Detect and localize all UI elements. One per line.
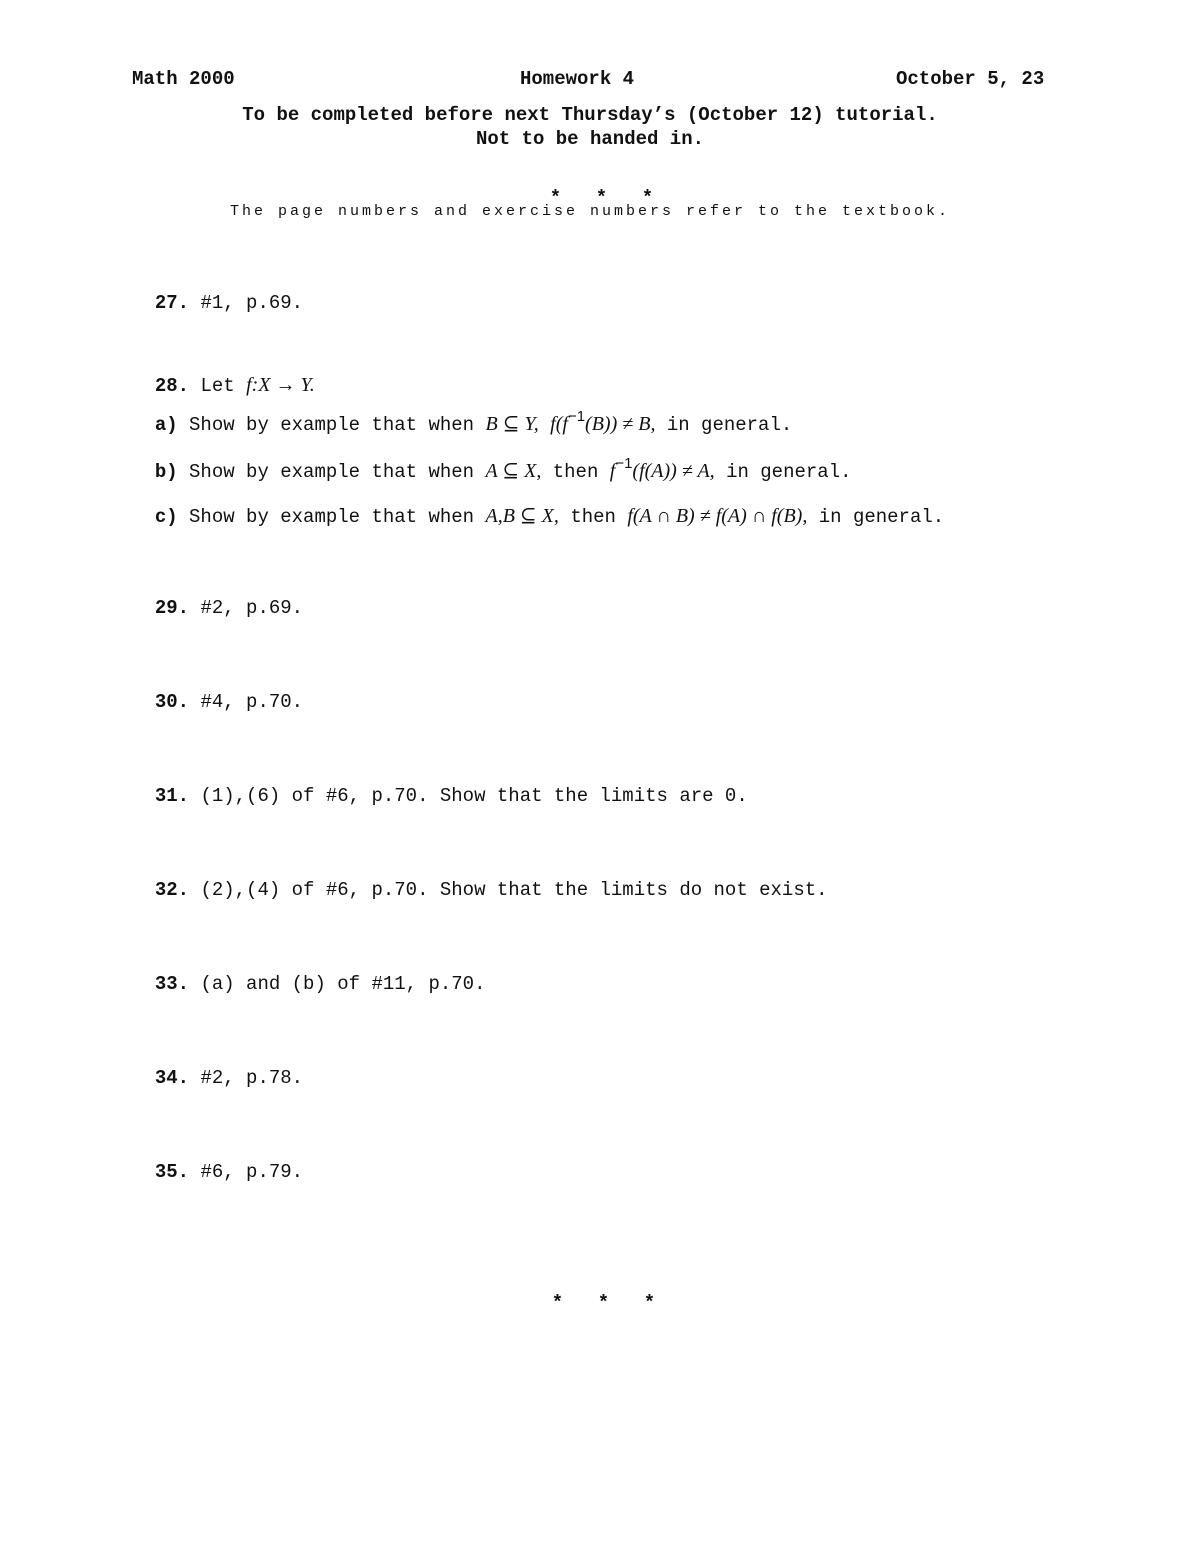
problem-28-part-c [132,481,944,528]
star: * [595,187,608,209]
inverse-superscript: −1 [567,408,586,425]
problem-text: #6, p.79. [200,1161,304,1183]
then-word: then [552,461,599,483]
problem-text: Let [200,375,235,397]
star: * [641,187,654,209]
then-word: then [570,506,616,528]
problem-text: #1, p.69. [200,292,304,314]
star-separator-bottom [0,1270,1192,1314]
instruction-line-2: Not to be handed in. [475,128,705,150]
problem-number: 27. [154,292,190,314]
problem-32 [132,857,828,901]
problem-text: (a) and (b) of #11, p.70. [200,973,486,995]
problem-28-part-a [132,386,792,436]
problem-number: 32. [154,879,190,901]
problem-number: 33. [154,973,190,995]
star: * [551,1292,564,1314]
part-label: b) [154,461,178,483]
inverse-superscript: −1 [615,455,633,472]
part-text-end: in general. [818,506,945,528]
instruction-line-1: To be completed before next Thursday’s (October 12) tutorial. [242,104,938,126]
problem-number: 28. [154,375,190,397]
star: * [597,1292,610,1314]
part-text: Show by example that when [189,506,475,528]
textbook-note: The page numbers and exercise numbers refer to the textbook. [229,203,951,220]
part-label: a) [154,414,178,436]
homework-title: Homework 4 [520,68,635,90]
part-text-end: in general. [726,461,852,483]
problem-text: (2),(4) of #6, p.70. Show that the limits do not exist. [200,879,828,901]
problem-28-part-b [132,433,852,483]
math-expression: $f^{-1}(f(A)) \ne A$, [609,455,715,482]
problem-35 [132,1139,303,1183]
problem-text: #2, p.69. [200,597,304,619]
problem-text: #4, p.70. [200,691,304,713]
problem-text: #2, p.78. [200,1067,304,1089]
star: * [643,1292,656,1314]
part-text: Show by example that when [189,461,475,483]
problem-number: 29. [154,597,190,619]
header-date: October 5, 23 [896,68,1045,90]
problem-number: 31. [154,785,190,807]
problem-34 [132,1045,303,1089]
math-expression: f(A ∩ B) ≠ f(A) ∩ f(B), [627,505,808,527]
part-label: c) [154,506,178,528]
math-condition: A ⊆ X, [485,460,542,482]
problem-30 [132,669,303,713]
course-name: Math 2000 [132,68,235,90]
part-text: Show by example that when [189,414,475,436]
function-definition: f:X → Y. [246,374,315,396]
problem-29 [132,575,303,619]
problem-number: 30. [154,691,190,713]
math-condition: A,B ⊆ X, [485,505,559,527]
problem-27 [132,270,303,314]
problem-31 [132,763,748,807]
star: * [549,187,562,209]
problem-number: 35. [154,1161,190,1183]
problem-number: 34. [154,1067,190,1089]
problem-text: (1),(6) of #6, p.70. Show that the limits are 0. [200,785,748,807]
math-expression: $f(f^{-1}(B)) \ne B$, [550,408,656,435]
math-condition: B ⊆ Y, [485,413,539,435]
part-text-end: in general. [666,414,793,436]
problem-33 [132,951,485,995]
